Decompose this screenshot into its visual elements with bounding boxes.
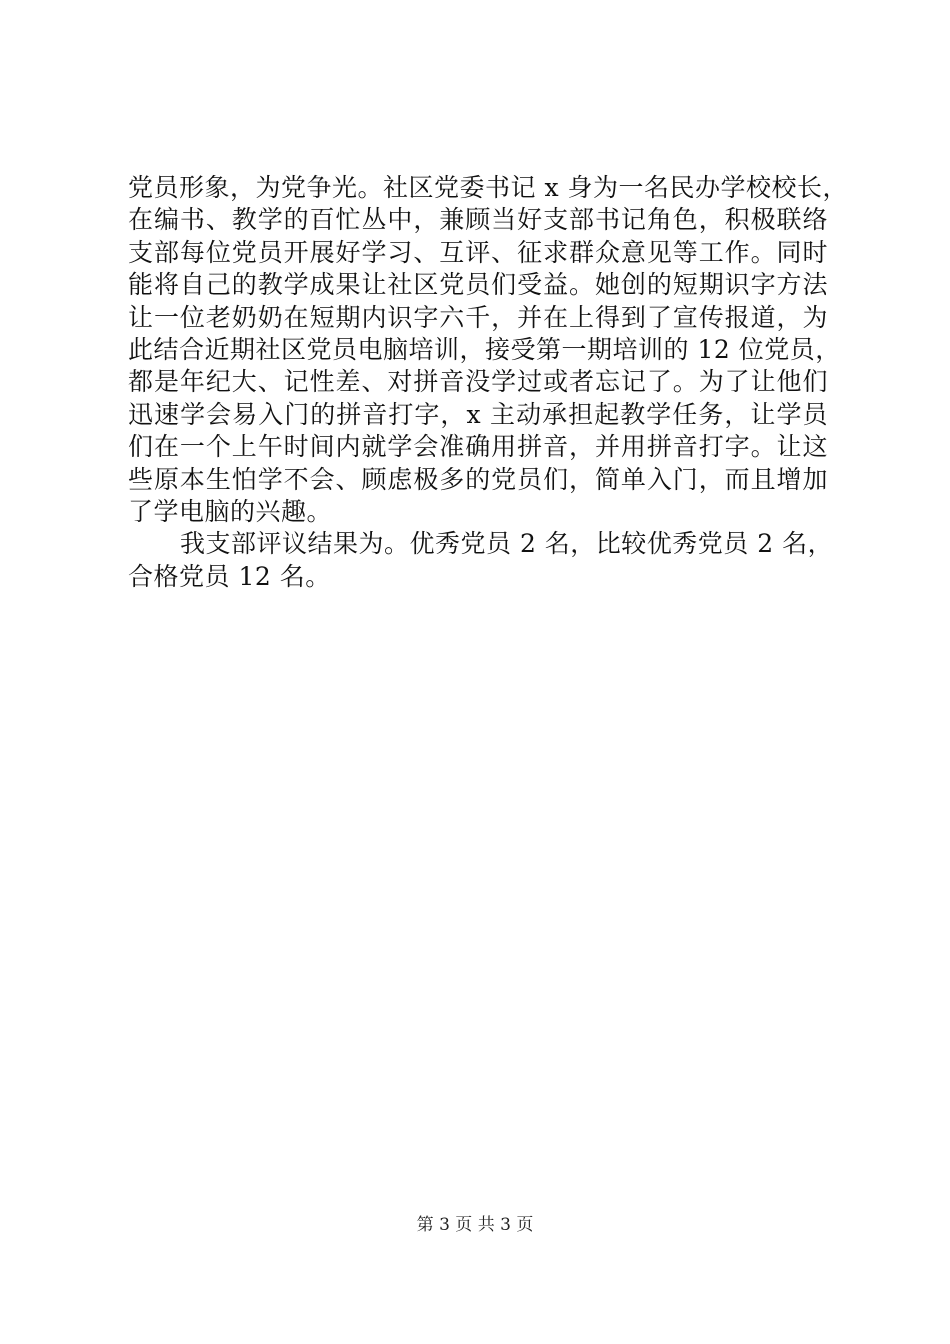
paragraph-2 [128, 528, 834, 593]
paragraph-line: 些原本生怕学不会、顾虑极多的党员们，简单入门，而且增加 [128, 464, 828, 494]
paragraph-line: 此结合近期社区党员电脑培训，接受第一期培训的 12 位党员， [128, 334, 841, 364]
paragraph-line: 能将自己的教学成果让社区党员们受益。她创的短期识字方法 [128, 270, 828, 300]
document-body [128, 172, 848, 593]
page-number-label: 第 3 页 共 3 页 [416, 1215, 534, 1235]
paragraph-line: 在编书、教学的百忙丛中，兼顾当好支部书记角色，积极联络 [128, 205, 828, 235]
paragraph-line: 让一位老奶奶在短期内识字六千，并在上得到了宣传报道，为 [128, 302, 828, 332]
paragraph-line: 了学电脑的兴趣。 [128, 496, 333, 526]
paragraph-line: 迅速学会易入门的拼音打字，x 主动承担起教学任务，让学员 [128, 399, 828, 429]
paragraph-line: 合格党员 12 名。 [128, 561, 331, 591]
paragraph-line: 我支部评议结果为。优秀党员 2 名，比较优秀党员 2 名， [180, 529, 834, 559]
paragraph-line: 都是年纪大、记性差、对拼音没学过或者忘记了。为了让他们 [128, 367, 828, 397]
paragraph-line: 党员形象，为党争光。社区党委书记 x 身为一名民办学校校长， [128, 173, 848, 202]
paragraph-1 [128, 172, 848, 528]
page-footer [0, 1214, 950, 1236]
paragraph-line: 们在一个上午时间内就学会准确用拼音，并用拼音打字。让这 [128, 432, 828, 462]
paragraph-line: 支部每位党员开展好学习、互评、征求群众意见等工作。同时 [128, 237, 828, 267]
